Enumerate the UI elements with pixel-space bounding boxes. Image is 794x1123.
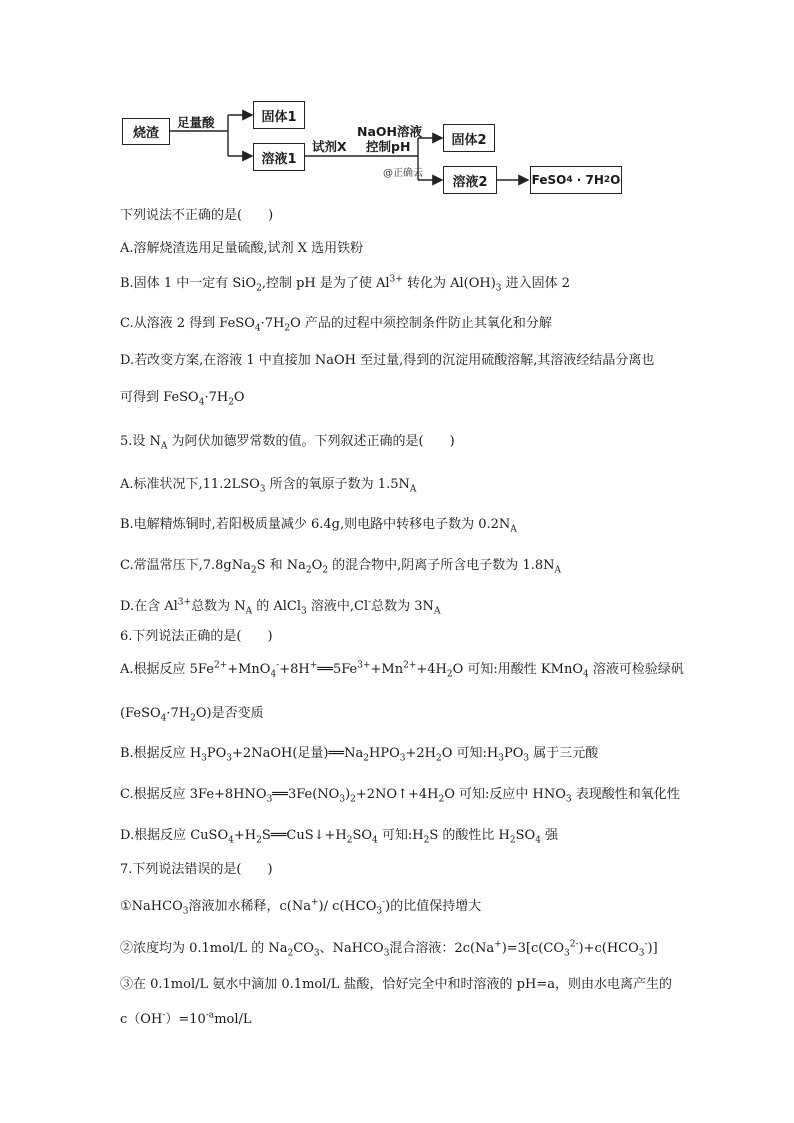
q4-option-d-line2: 可得到 $FeSO_4\cdot 7H_2O$ [120, 390, 245, 408]
q6-option-a-line2: $(FeSO_4\cdot 7H_2O)$是否变质 [120, 706, 264, 724]
q4-option-b: B.固体 1 中一定有 SiO$_2$,控制 pH 是为了使 $Al^{3+}$ 转化为 $Al(OH)_3$ 进入固体 2 [120, 274, 571, 294]
q5-option-b: B.电解精炼铜时,若阳极质量减少 6.4g,则电路中转移电子数为 $0.2N_A$ [120, 517, 517, 535]
q7-statement-2: ②浓度均为 0.1mol/L 的 $Na_2CO_3$、NaHCO$_3$混合溶液：$2c(Na^+)=3[c(CO_3^{2-})+c(HCO_3^-)]$ [120, 939, 658, 959]
q6-option-b: B.根据反应 $H_3PO_3+2NaOH$(足量)$══Na_2HPO_3+2H_2O$ 可知$:H_3PO_3$ 属于三元酸 [120, 746, 599, 764]
label-reagent-x: 试剂X [312, 139, 347, 154]
q6-stem: 6.下列说法正确的是( ) [120, 629, 273, 644]
q5-option-a: A.标准状况下$,11.2LSO_3$ 所含的氧原子数为 $1.5N_A$ [120, 477, 417, 495]
box-slag: 烧渣 [122, 118, 170, 145]
q4-stem: 下列说法不正确的是( ) [120, 208, 274, 223]
q6-option-d: D.根据反应 $CuSO_4+H_2S══CuS↓+H_2SO_4$ 可知$:H_2S$ 的酸性比 $H_2SO_4$ 强 [120, 828, 559, 846]
box-product: FeSO 4 · 7H 2 O [530, 166, 622, 194]
q5-option-d: D.在含 $Al^{3+}$总数为 $N_A$ 的 AlCl$_3$ 溶液中,Cl-总数为 $3N_A$ [120, 597, 441, 617]
flowchart [0, 0, 794, 200]
q5-option-c: C.常温常压下,7.8gNa$_2$S 和 $Na_2O_2$ 的混合物中,阴离子所含电子数为 $1.8N_A$ [120, 558, 561, 576]
q7-stem: 7.下列说法错误的是( ) [120, 862, 273, 877]
q7-statement-1: ①NaHCO$_3$溶液加水稀释，c(Na+)/ $c(HCO_3^-)$的比值保持增大 [120, 897, 482, 917]
q7-statement-3-line1: ③在 0.1mol/L 氨水中滴加 0.1mol/L 盐酸，恰好完全中和时溶液的 pH=a，则由水电离产生的 [120, 977, 672, 992]
q4-option-a: A.溶解烧渣选用足量硫酸,试剂 X 选用铁粉 [120, 241, 364, 256]
box-solid1: 固体1 [253, 101, 305, 129]
label-acid: 足量酸 [177, 115, 215, 130]
q6-option-a-line1: A.根据反应 $5Fe^{2+}+MnO_4^-+8H^+══5Fe^{3+}+Mn^{2+}+4H_2O$ 可知:用酸性 KMnO$_4$ 溶液可检验绿矾 [120, 660, 684, 680]
q4-option-c: C.从溶液 2 得到 $FeSO_4\cdot 7H_2O$ 产品的过程中须控制条件防止其氧化和分解 [120, 316, 552, 334]
q7-statement-3-line2: $c(OH^-)=10^{-a}mol/L$ [120, 1010, 252, 1027]
q5-stem: 5.设 $N_A$ 为阿伏加德罗常数的值。下列叙述正确的是( ) [120, 434, 455, 452]
box-solid2: 固体2 [443, 124, 495, 152]
label-ph: 控制pH [366, 139, 411, 154]
box-solution1: 溶液1 [253, 143, 305, 171]
label-naoh: NaOH溶液 [357, 124, 422, 139]
watermark: @正确云 [383, 168, 423, 179]
box-solution2: 溶液2 [443, 166, 497, 194]
q4-option-d-line1: D.若改变方案,在溶液 1 中直接加 NaOH 至过量,得到的沉淀用硫酸溶解,其溶液经结晶分离也 [120, 353, 655, 368]
q6-option-c: C.根据反应 $3Fe+8HNO_3══3Fe(NO_3)_2+2NO↑+4H_2O$ 可知:反应中 $HNO_3$ 表现酸性和氧化性 [120, 787, 680, 805]
